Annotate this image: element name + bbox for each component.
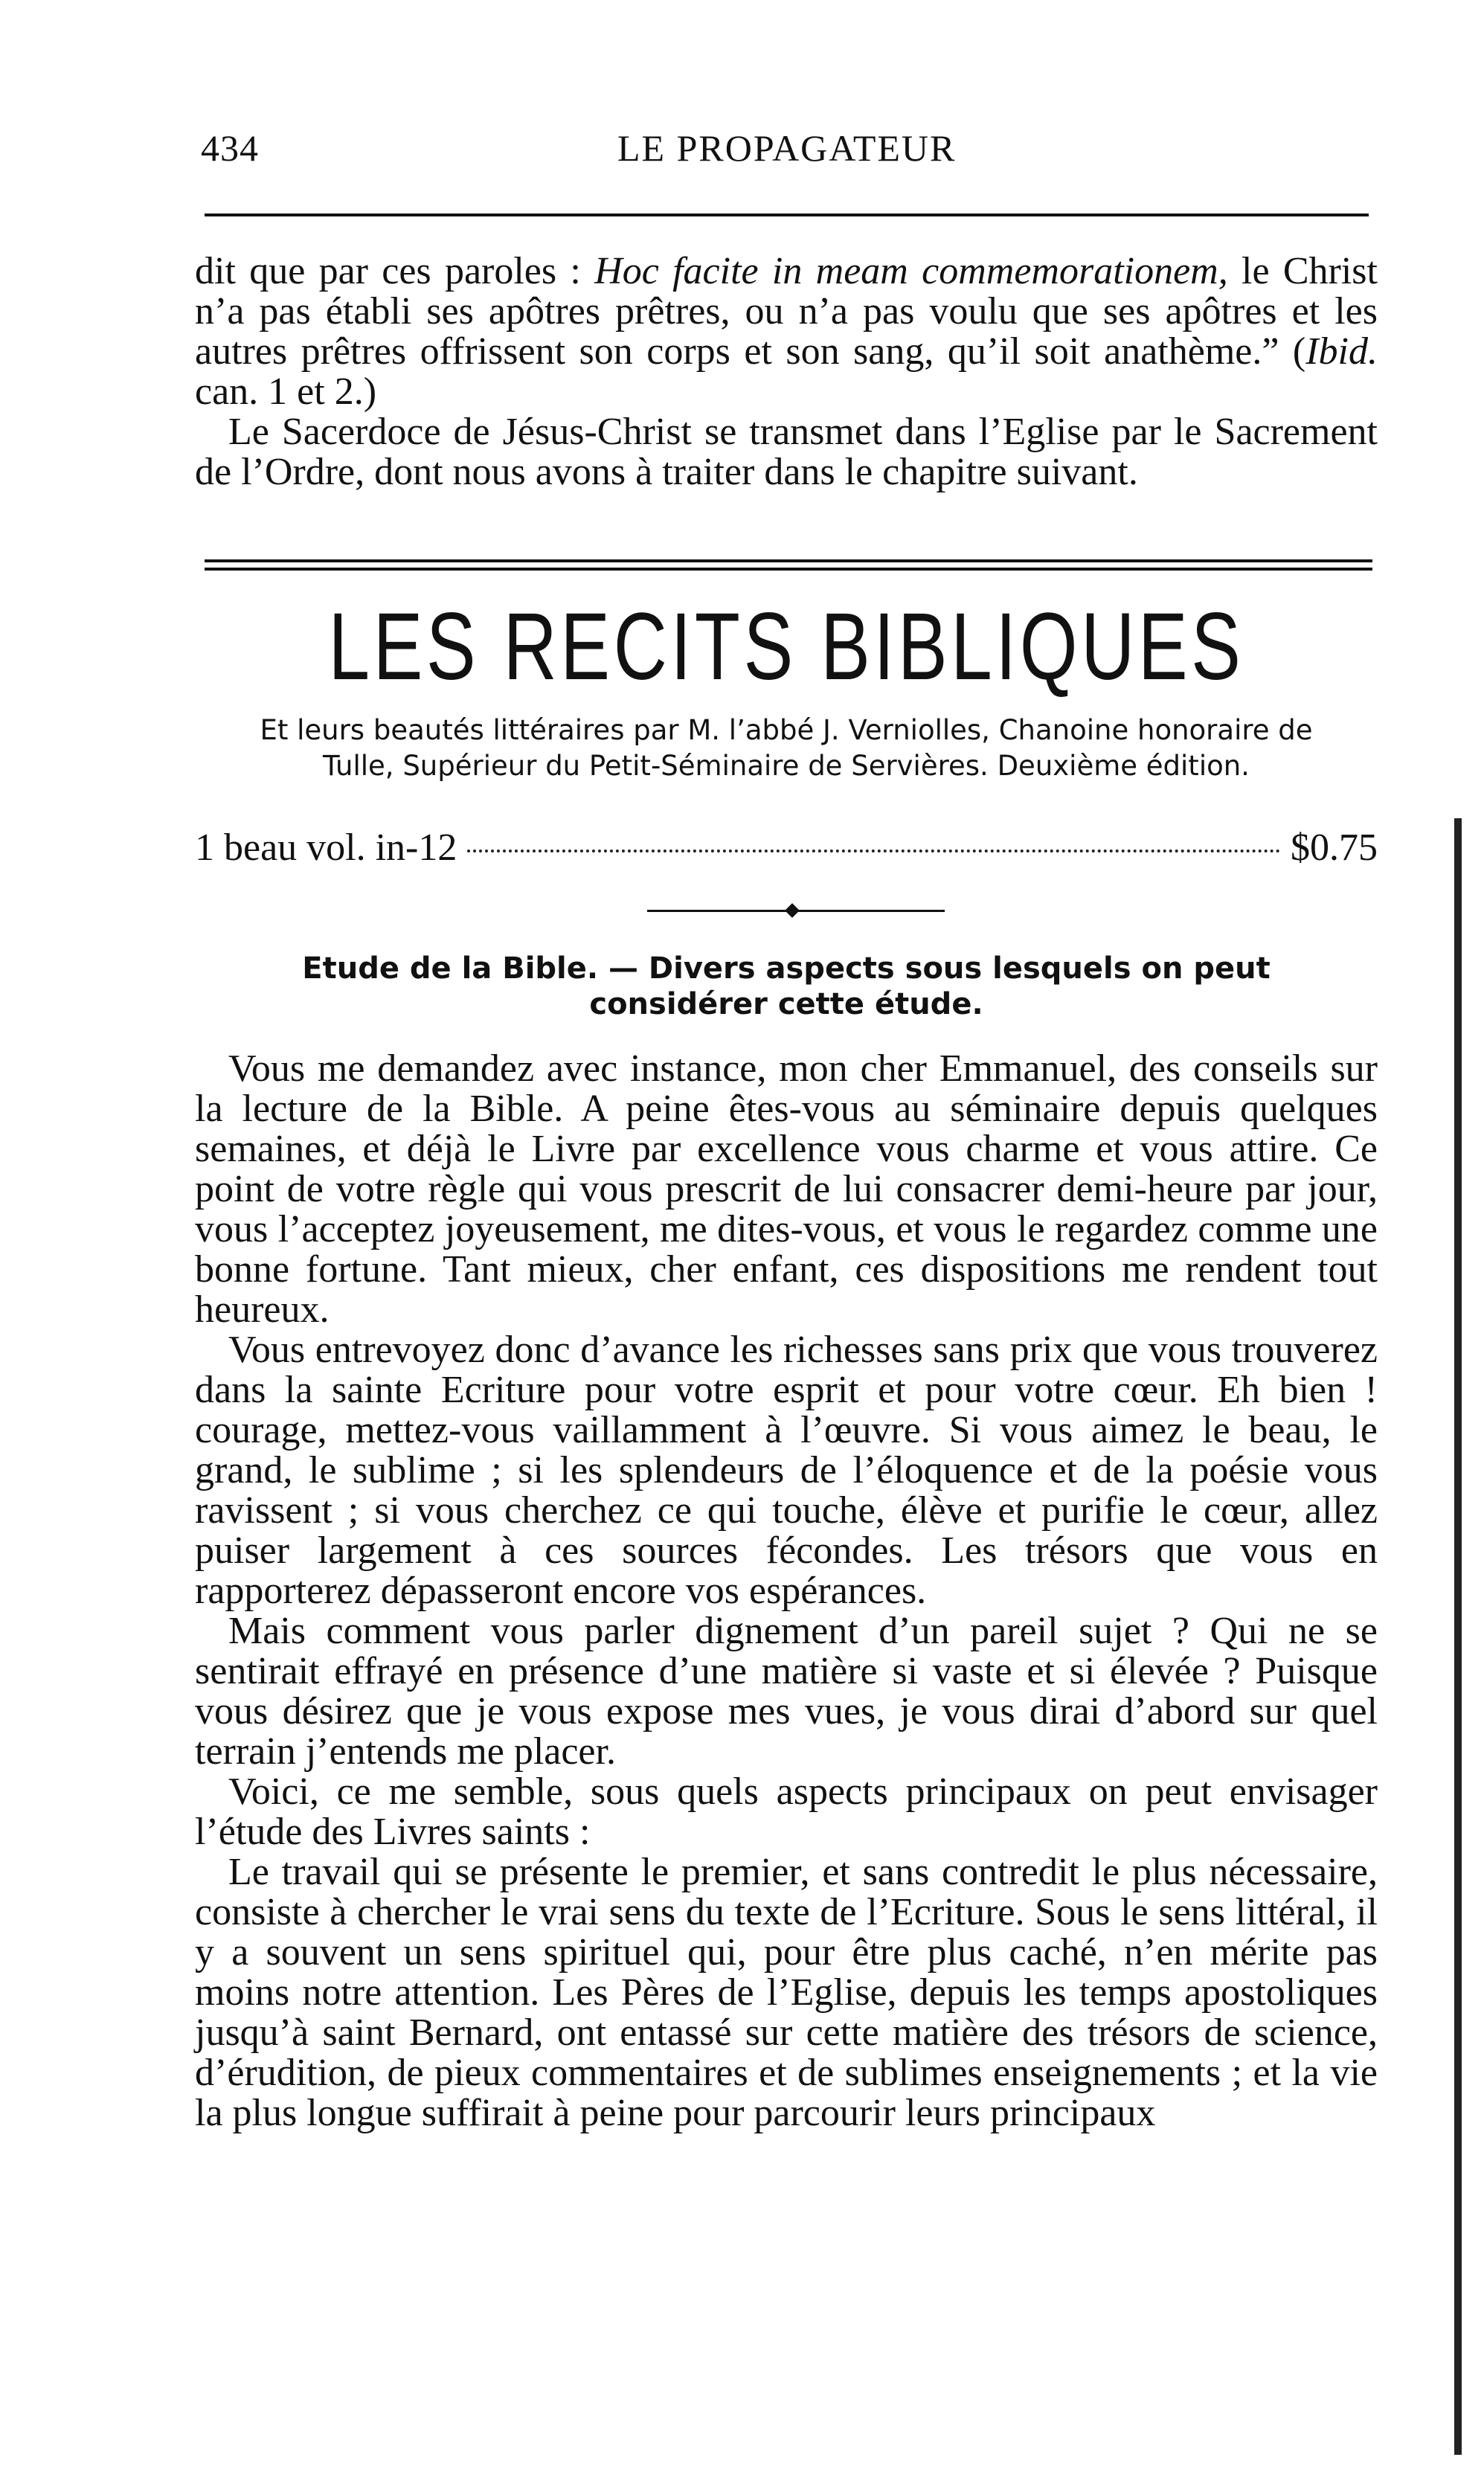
intro-paragraph-2: Le Sacerdoce de Jésus-Christ se transmet dans l’Eglise par le Sacrement de l’Ordre, dont nous avons à traiter dans le chapitre suivant. (195, 411, 1378, 493)
scan-edge-bar (1454, 818, 1462, 2455)
dot-leader (467, 850, 1280, 852)
price-line (195, 826, 1378, 870)
price-item: 1 beau vol. in-12 (195, 826, 457, 869)
advert-subtitle: Et leurs beautés littéraires par M. l’abbé J. Verniolles, Chanoine honoraire de Tulle, Supérieur du Petit-Séminaire de Servières. Deuxième édition. (260, 714, 1313, 782)
header-rule (205, 213, 1369, 216)
page-number: 434 (201, 127, 259, 169)
article-paragraph: Le travail qui se présente le premier, et sans contredit le plus nécessaire, consiste à chercher le vrai sens du texte de l’Ecriture. Sous le sens littéral, il y a souvent un sens spirituel qui, pour être plus caché, n’en mérite pas moins notre attention. Les Pères de l’Eglise, depuis les temps apostoliques jusqu’à saint Bernard, ont entassé sur cette matière des trésors de science, d’érudition, de pieux commentaires et de sublimes enseignements ; et la vie la plus longue suffirait à peine pour parcourir leurs principaux (195, 1851, 1378, 2134)
intro-paragraph-1: dit que par ces paroles : Hoc facite in meam commemorationem, le Christ n’a pas établi ses apôtres prêtres, ou n’a pas voulu que ses apôtres et les autres prêtres offrissent son corps et son sang, qu’il soit anathème.” (Ibid. can. 1 et 2.) (195, 250, 1378, 413)
double-rule-divider (205, 559, 1372, 576)
article-paragraph: Vous entrevoyez donc d’avance les richesses sans prix que vous trouverez dans la sainte Ecriture pour votre esprit et pour votre cœur. Eh bien ! courage, mettez-vous vaillamment à l’œuvre. Si vous aimez le beau, le grand, le sublime ; si les splendeurs de l’éloquence et de la poésie vous ravissent ; si vous cherchez ce qui touche, élève et purifie le cœur, allez puiser largement à ces sources fécondes. Les trésors que vous en rapporterez dépasseront encore vos espérances. (195, 1329, 1378, 1612)
article-body (195, 1049, 1378, 2133)
running-title: LE PROPAGATEUR (617, 127, 957, 169)
article-paragraph: Voici, ce me semble, sous quels aspects principaux on peut envisager l’étude des Livres saints : (195, 1770, 1378, 1853)
article-paragraph: Vous me demandez avec instance, mon cher Emmanuel, des conseils sur la lecture de la Bible. A peine êtes-vous au séminaire depuis quelques semaines, et déjà le Livre par excellence vous charme et vous attire. Ce point de votre règle qui vous prescrit de lui consacrer demi-heure par jour, vous l’acceptez joyeusement, me dites-vous, et vous le regardez comme une bonne fortune. Tant mieux, cher enfant, ces dispositions me rendent tout heureux. (195, 1047, 1378, 1331)
advert-title: LES RECITS BIBLIQUES (328, 594, 1244, 700)
page-header (201, 126, 1391, 179)
price-value: $0.75 (1291, 826, 1378, 869)
article-paragraph: Mais comment vous parler dignement d’un pareil sujet ? Qui ne se sentirait effrayé en présence d’une matière si vaste et si élevée ? Puisque vous désirez que je vous expose mes vues, je vous dirai d’abord sur quel terrain j’entends me placer. (195, 1610, 1378, 1773)
intro-text (195, 251, 1378, 492)
ornament-divider (647, 904, 945, 919)
section-heading: Etude de la Bible. — Divers aspects sous lesquels on peut considérer cette étude. (302, 951, 1271, 1021)
